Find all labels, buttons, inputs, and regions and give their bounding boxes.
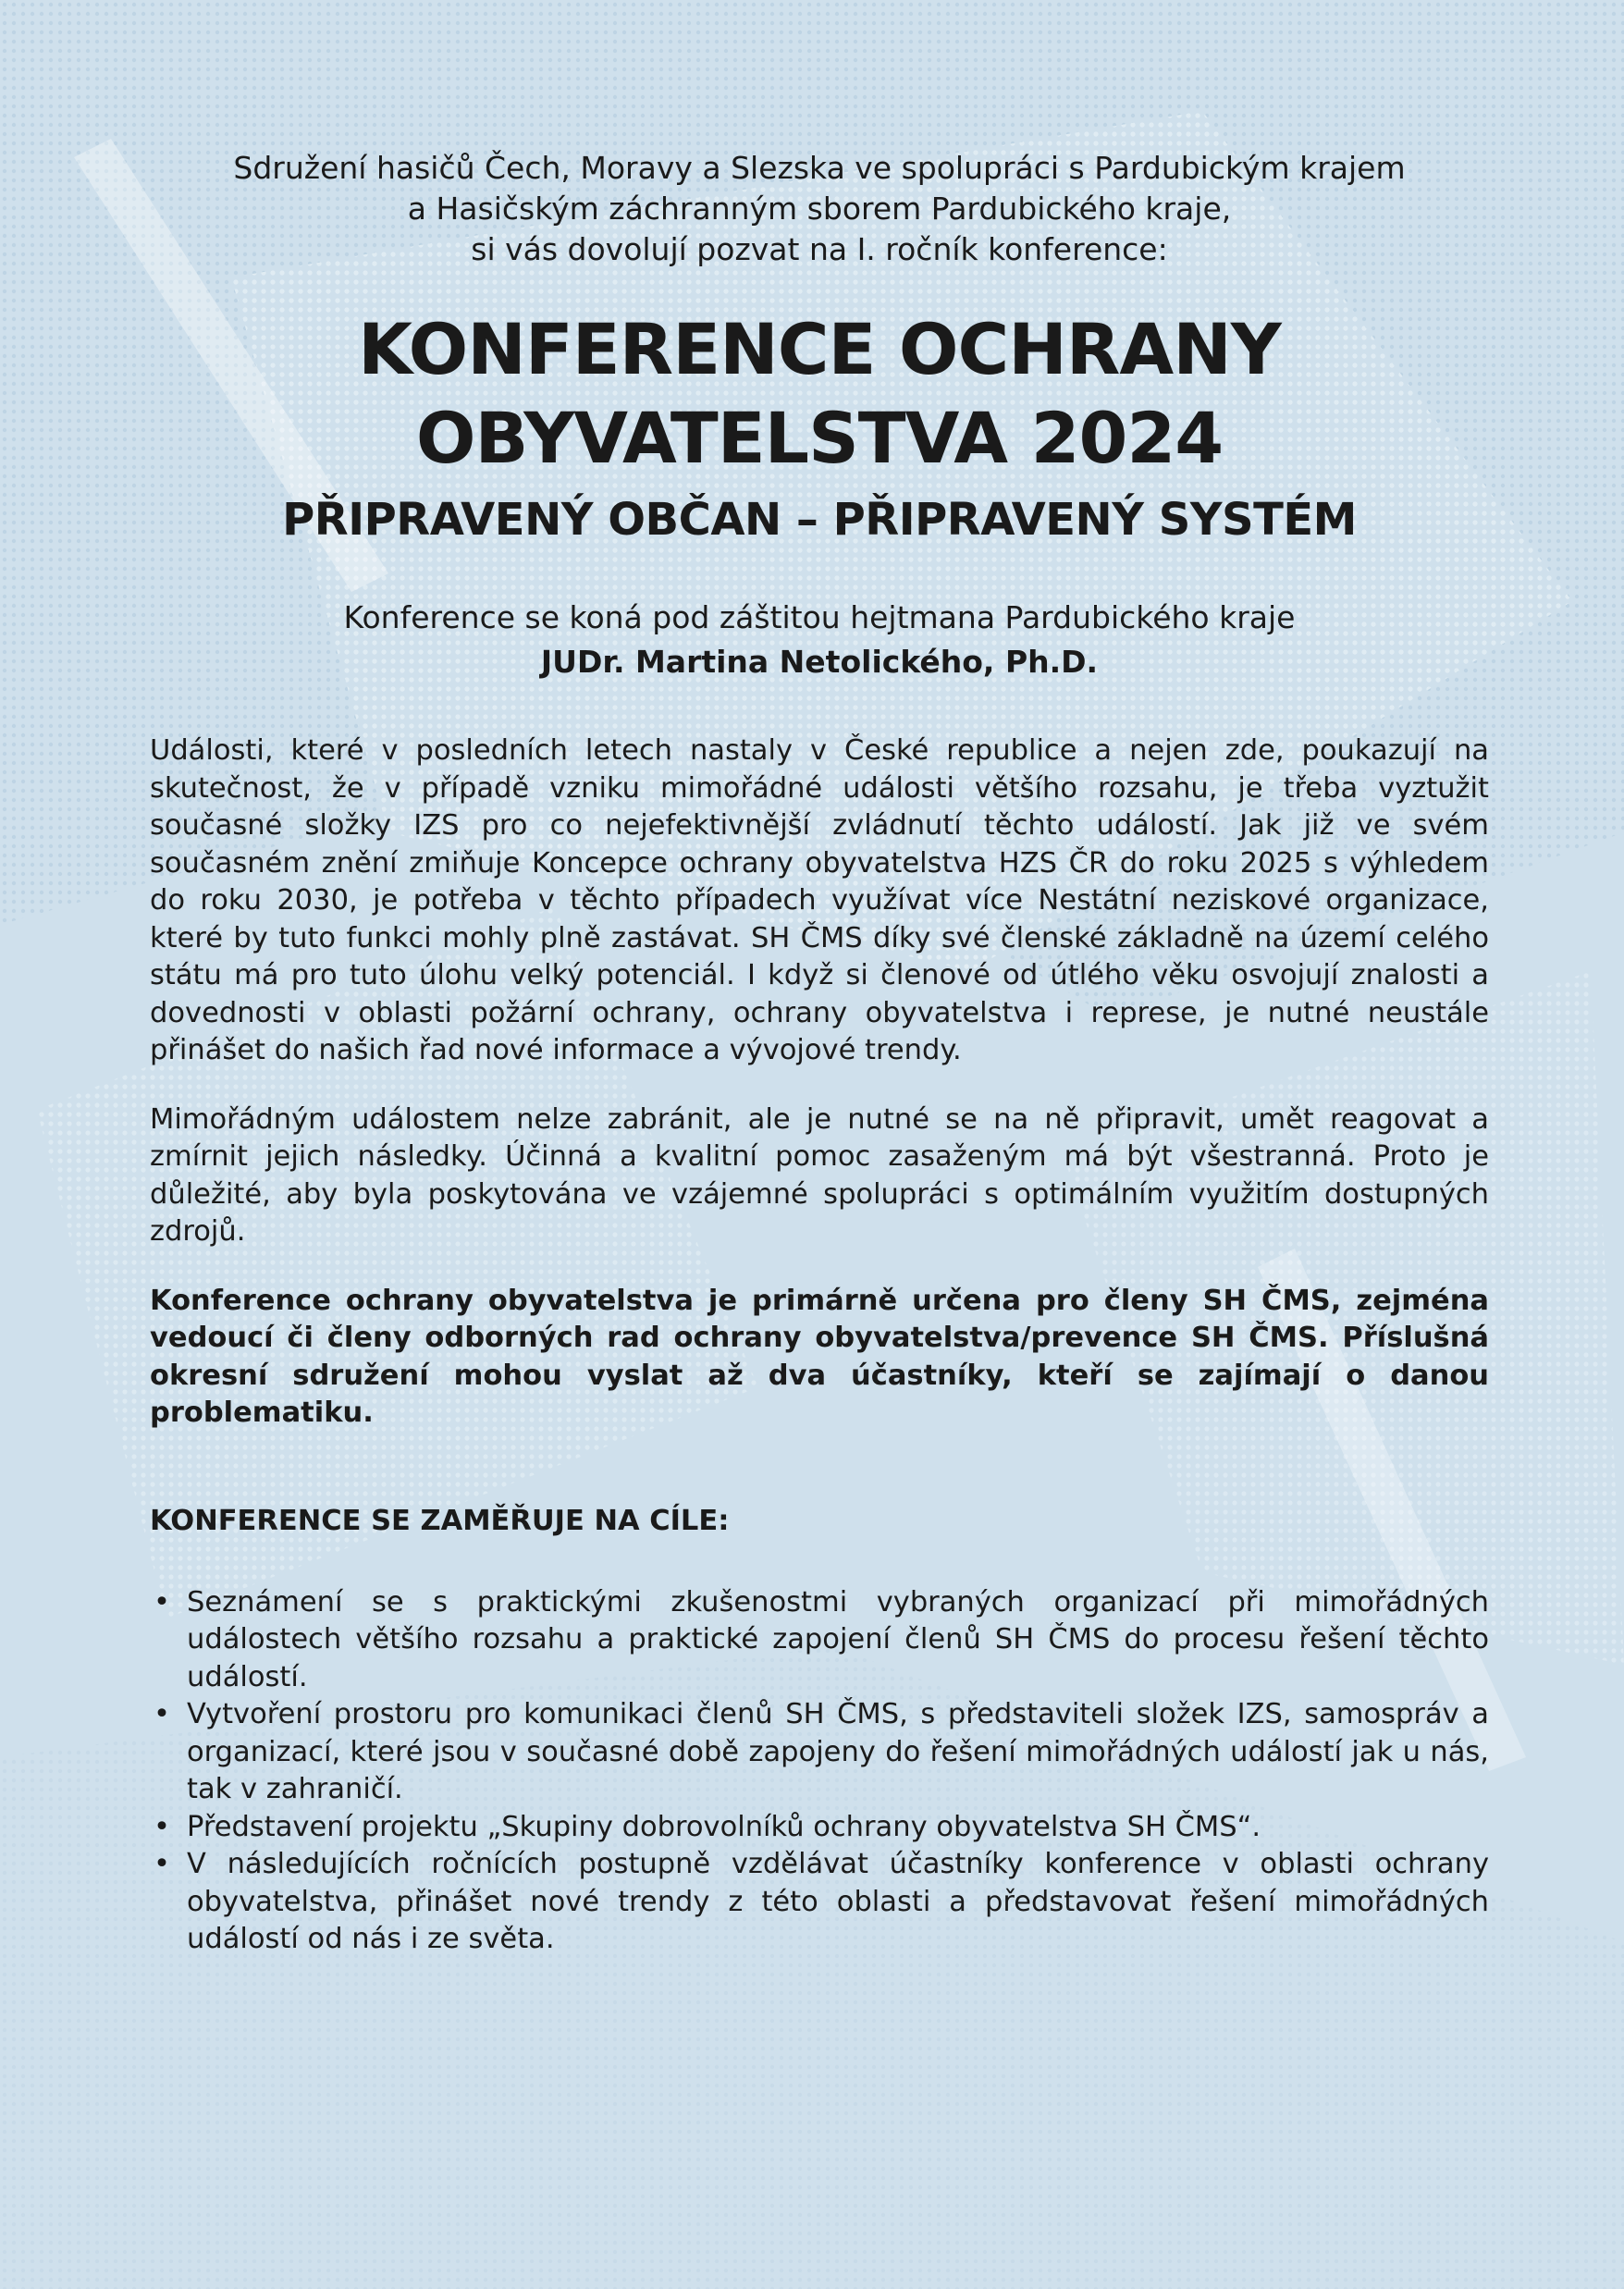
patron-name: JUDr. Martina Netolického, Ph.D.	[540, 644, 1099, 680]
invitation-content	[150, 148, 1489, 1959]
bullet-icon: •	[154, 1585, 170, 1618]
patronage-text	[150, 596, 1489, 684]
paragraph-events: Události, které v posledních letech nastaly v České republice a nejen zde, poukazují na skutečnost, že v případě vzniku mimořádné události většího rozsahu, je třeba vyztužit současné složky IZS pro co nejefektivnější zvládnutí těchto událostí. Jak již ve svém současném znění zmiňuje Koncepce ochrany obyvatelstva HZS ČR do roku 2025 s výhledem do roku 2030, je potřeba v těchto případech využívat více Nestátní neziskové organizace, které by tuto funkci mohly plně zastávat. SH ČMS díky své členské základně na území celého státu má pro tuto úlohu velký potenciál. I když si členové od útlého věku osvojují znalosti a dovednosti v oblasti požární ochrany, ochrany obyvatelstva i represe, je nutné neustále přinášet do našich řad nové informace a vývojové trendy.	[150, 734, 1489, 1066]
intro-line-2: a Hasičským záchranným sborem Pardubického kraje,	[407, 191, 1232, 227]
goal-item	[150, 1846, 1489, 1959]
bullet-icon: •	[154, 1698, 170, 1730]
goal-item	[150, 1696, 1489, 1809]
conference-subtitle: PŘIPRAVENÝ OBČAN – PŘIPRAVENÝ SYSTÉM	[282, 494, 1357, 546]
goal-item	[150, 1809, 1489, 1847]
title-line-2: OBYVATELSTVA 2024	[415, 397, 1224, 479]
goals-list	[150, 1584, 1489, 1959]
paragraph-audience: Konference ochrany obyvatelstva je primárně určena pro členy SH ČMS, zejména vedoucí či členy odborných rad ochrany obyvatelstva/prevence SH ČMS. Příslušná okresní sdružení mohou vyslat až dva účastníky, kteří se zajímají o danou problematiku.	[150, 1284, 1489, 1429]
goal-text: V následujících ročnících postupně vzdělávat účastníky konference v oblasti ochrany obyvatelstva, přinášet nové trendy z této oblasti a představovat řešení mimořádných událostí od nás i ze světa.	[187, 1848, 1489, 1955]
patronage-line: Konference se koná pod záštitou hejtmana Pardubického kraje	[343, 599, 1296, 635]
bullet-icon: •	[154, 1848, 170, 1880]
goal-item	[150, 1584, 1489, 1697]
paragraph-emergencies: Mimořádným událostem nelze zabránit, ale je nutné se na ně připravit, umět reagovat a zmírnit jejich následky. Účinná a kvalitní pomoc zasaženým má být všestranná. Proto je důležité, aby byla poskytována ve vzájemné spolupráci s optimálním využitím dostupných zdrojů.	[150, 1102, 1489, 1248]
goal-text: Seznámení se s praktickými zkušenostmi vybraných organizací při mimořádných událostech většího rozsahu a praktické zapojení členů SH ČMS do procesu řešení těchto událostí.	[187, 1585, 1489, 1693]
bullet-icon: •	[154, 1810, 170, 1843]
conference-title	[150, 305, 1489, 483]
title-line-1: KONFERENCE OCHRANY	[358, 308, 1281, 390]
intro-text	[150, 148, 1489, 270]
intro-line-3: si vás dovolují pozvat na I. ročník konference:	[471, 231, 1168, 267]
intro-line-1: Sdružení hasičů Čech, Moravy a Slezska ve spolupráci s Pardubickým krajem	[233, 150, 1406, 186]
goal-text: Představení projektu „Skupiny dobrovolníků ochrany obyvatelstva SH ČMS“.	[187, 1810, 1261, 1843]
goal-text: Vytvoření prostoru pro komunikaci členů SH ČMS, s představiteli složek IZS, samospráv a organizací, které jsou v současné době zapojeny do řešení mimořádných událostí jak u nás, tak v zahraničí.	[187, 1698, 1489, 1805]
goals-heading: KONFERENCE SE ZAMĚŘUJE NA CÍLE:	[150, 1504, 730, 1537]
